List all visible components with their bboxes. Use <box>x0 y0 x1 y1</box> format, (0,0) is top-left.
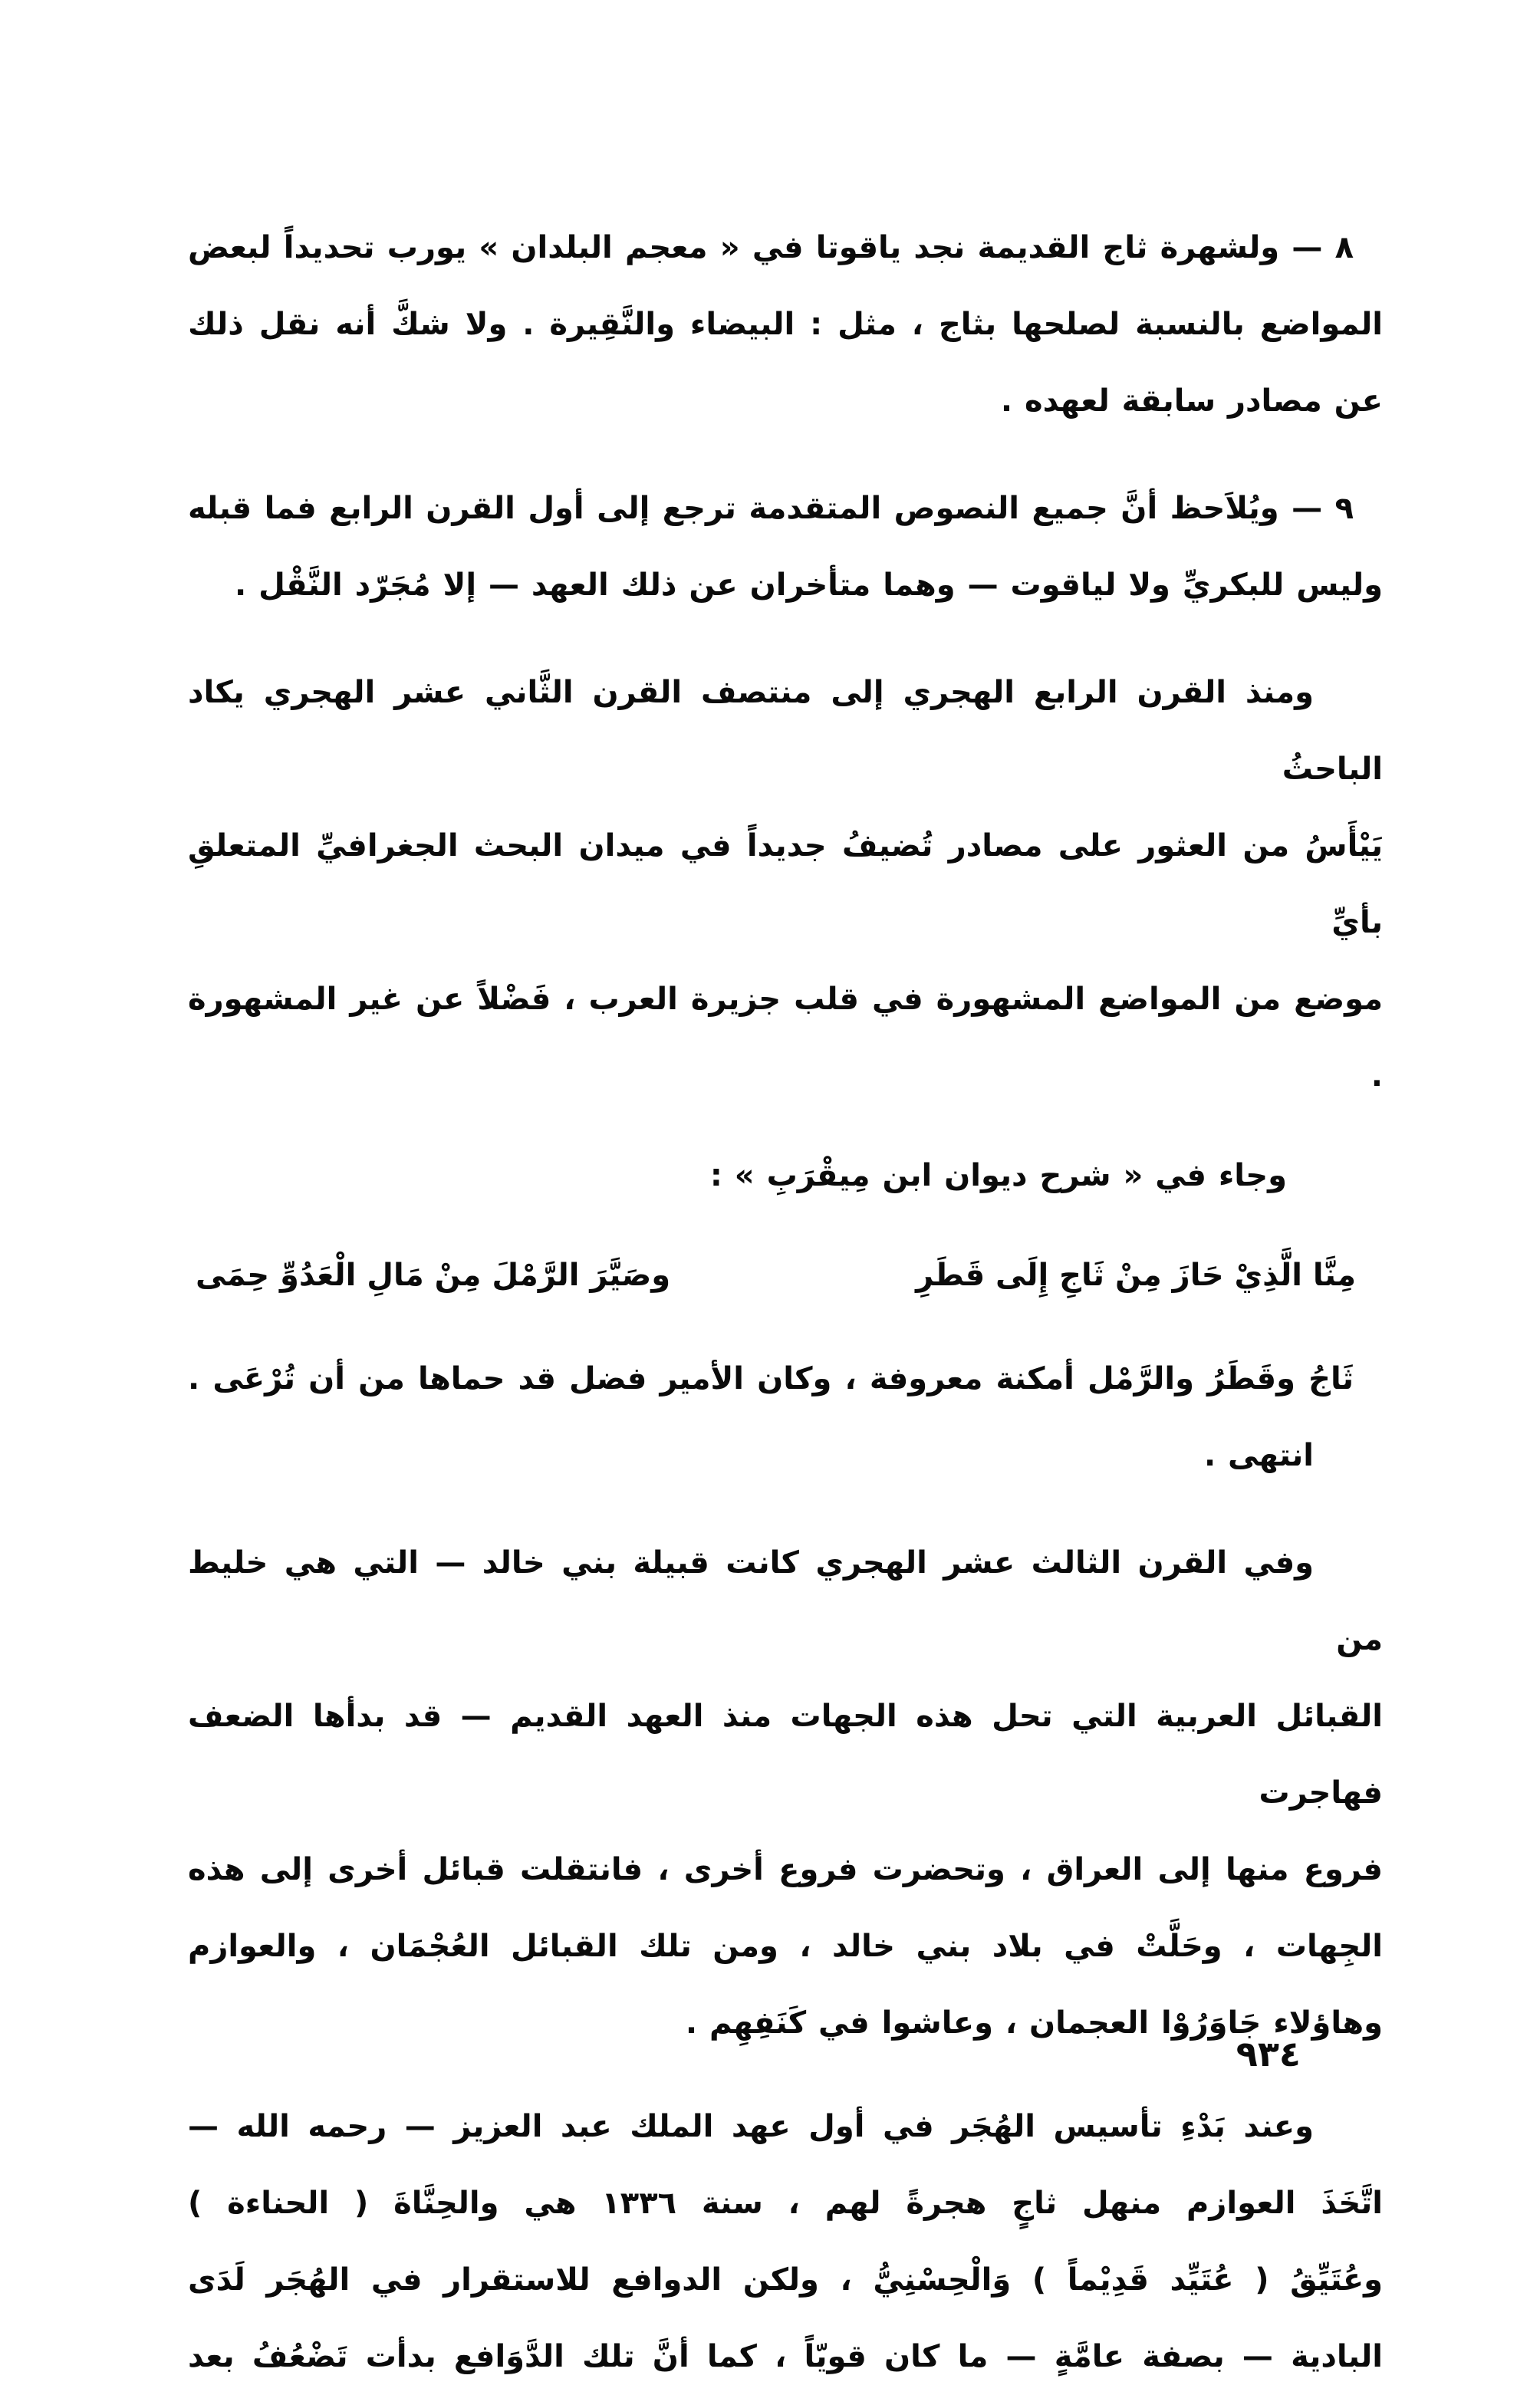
page-number: ٩٣٤ <box>1236 2033 1301 2074</box>
paragraph-item-8 <box>188 209 1383 439</box>
paragraph-hijar-founding <box>188 2088 1383 2395</box>
intaha-line: انتهى . <box>1203 1438 1314 1473</box>
paragraph-13th-century <box>188 1525 1383 2061</box>
paragraph-since-fourth-century <box>188 654 1383 1114</box>
text-line: ٩ — ويُلاَحظ أنَّ جميع النصوص المتقدمة ترجع إلى أول القرن الرابع فما قبله <box>188 491 1354 526</box>
text-line: الجِهات ، وحَلَّتْ في بلاد بني خالد ، ومن تلك القبائل العُجْمَان ، والعوازم <box>188 1929 1383 1964</box>
text-line: عن مصادر سابقة لعهده . <box>1000 383 1383 419</box>
text-line: ومنذ القرن الرابع الهجري إلى منتصف القرن الثَّاني عشر الهجري يكاد الباحثُ <box>188 675 1383 787</box>
paragraph-item-9 <box>188 470 1383 623</box>
text-line: القبائل العربية التي تحل هذه الجهات منذ العهد القديم — قد بدأها الضعف فهاجرت <box>188 1699 1383 1811</box>
verse-right-hemistich: مِنَّا الَّذِيْ حَازَ مِنْ ثَاجِ إِلَى قَطَرِ <box>916 1258 1356 1293</box>
verse-left-hemistich: وصَيَّرَ الرَّمْلَ مِنْ مَالِ الْعَدُوِّ حِمَى <box>196 1258 671 1293</box>
text-line: المواضع بالنسبة لصلحها بثاج ، مثل : البيضاء والنَّقِيرة . ولا شكَّ أنه نقل ذلك <box>188 307 1383 342</box>
text-line: وعند بَدْءِ تأسيس الهُجَر في أول عهد الملك عبد العزيز — رحمه الله — <box>188 2109 1314 2144</box>
text-line: موضع من المواضع المشهورة في قلب جزيرة العرب ، فَضْلاً عن غير المشهورة . <box>188 982 1383 1094</box>
text-line: البادية — بصفة عامَّةٍ — ما كان قويّاً ، كما أنَّ تلك الدَّوَافع بدأت تَضْعُفُ بعد <box>188 2339 1383 2374</box>
text-line: وعُتَيِّقُ ( عُتَيِّد قَدِيْماً ) وَالْحِسْنِيُّ ، ولكن الدوافع للاستقرار في الهُجَر لَدَى <box>188 2262 1383 2298</box>
text-line: ٨ — ولشهرة ثاج القديمة نجد ياقوتا في « معجم البلدان » يورب تحديداً لبعض <box>188 230 1354 265</box>
diwan-intro-line <box>188 1137 1383 1214</box>
text-line: وفي القرن الثالث عشر الهجري كانت قبيلة بني خالد — التي هي خليط من <box>188 1545 1383 1657</box>
text-line: اتَّخَذَ العوازم منهل ثاجٍ هجرةً لهم ، سنة ١٣٣٦ هي والحِنَّاةَ ( الحناءة ) <box>188 2186 1383 2221</box>
text-line: وجاء في « شرح ديوان ابن مِيقْرَبِ » : <box>709 1158 1287 1193</box>
verse-comment-paragraph <box>188 1341 1383 1494</box>
text-line: وليس للبكريِّ ولا لياقوت — وهما متأخران عن ذلك العهد — إلا مُجَرّد النَّقْل . <box>235 567 1383 603</box>
text-line: يَيْأَسُ من العثور على مصادر تُضيفُ جديداً في ميدان البحث الجغرافيِّ المتعلقِ بأيِّ <box>188 828 1383 940</box>
text-line: وهاؤلاء جَاوَرُوْا العجمان ، وعاشوا في كَنَفِهِم . <box>685 2005 1383 2041</box>
poetry-verse <box>188 1237 1383 1314</box>
text-line: ثَاجُ وقَطَرُ والرَّمْل أمكنة معروفة ، وكان الأمير فضل قد حماها من أن تُرْعَى . <box>188 1361 1354 1397</box>
text-line: فروع منها إلى العراق ، وتحضرت فروع أخرى ، فانتقلت قبائل أخرى إلى هذه <box>188 1852 1383 1887</box>
